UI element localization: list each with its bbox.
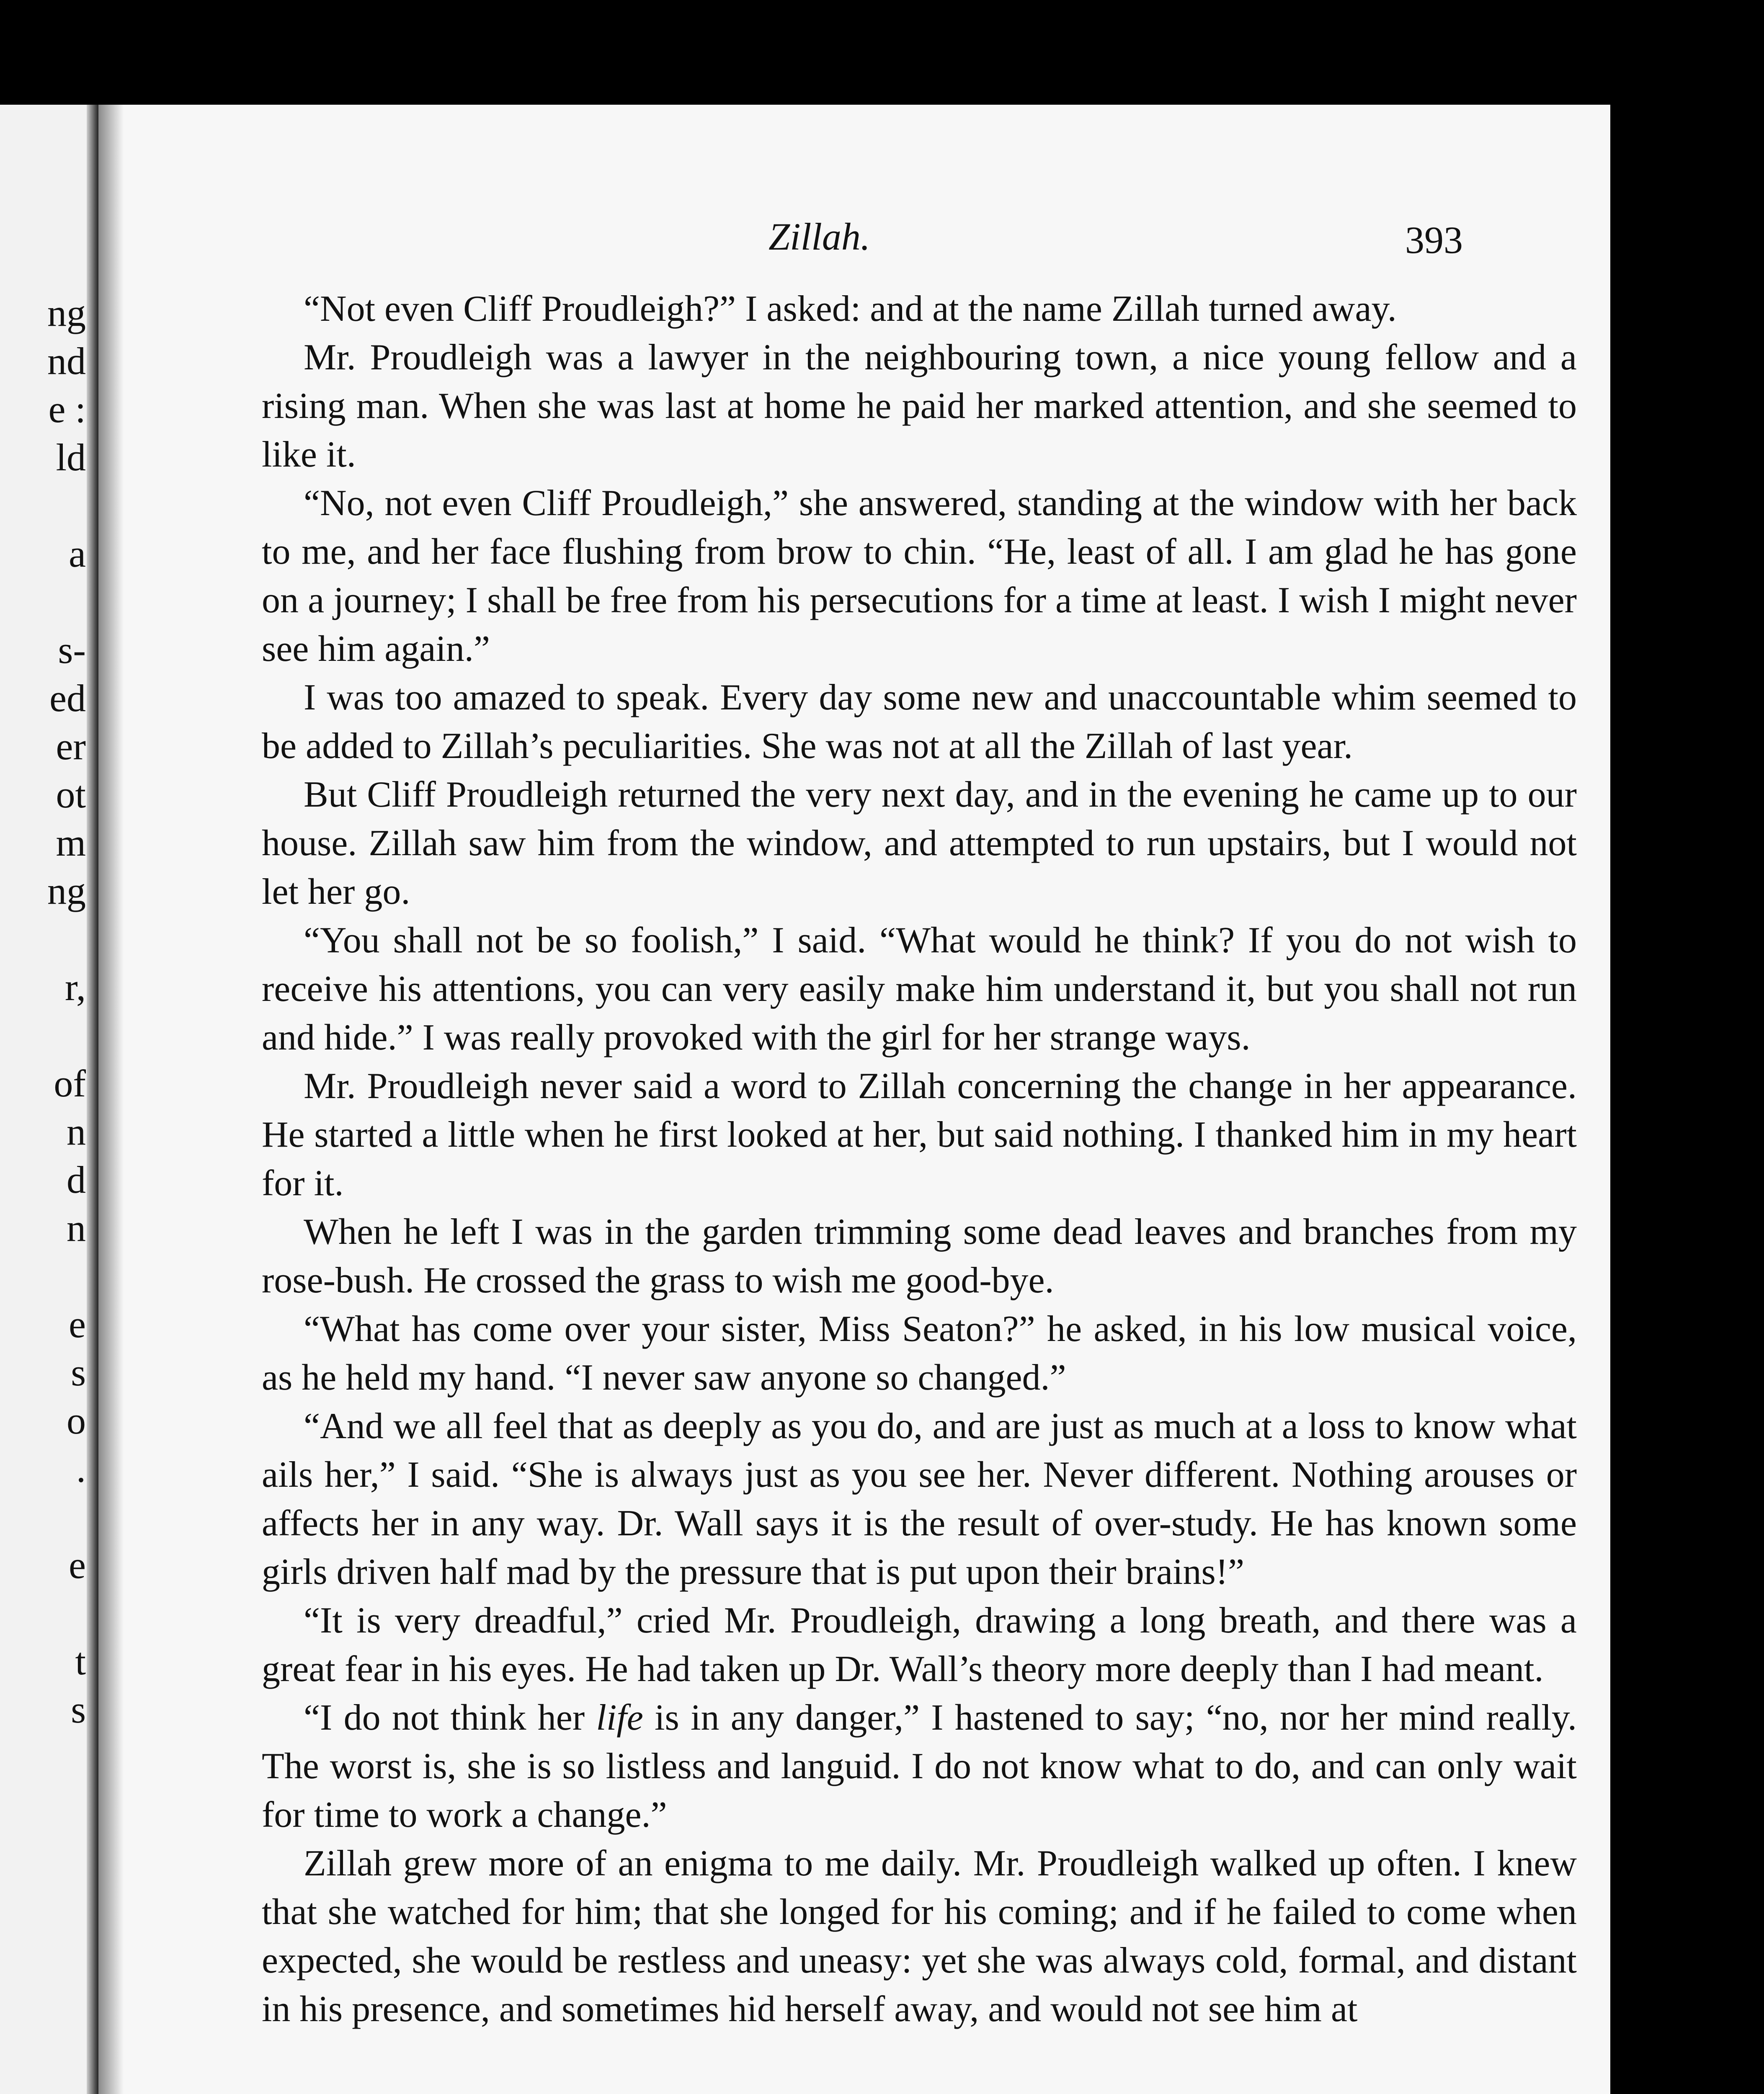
paragraph: But Cliff Proudleigh returned the very next day, and in the evening he came up to our house. Zillah saw him from the window, and attempted to run upstairs, but I would not let her go. <box>262 774 1577 912</box>
fragment <box>0 915 86 963</box>
fragment: e <box>69 1303 86 1346</box>
facing-page-text-fragments <box>0 289 86 1734</box>
fragment: n <box>67 1207 86 1249</box>
fragment: a <box>69 532 86 575</box>
fragment <box>0 1011 86 1060</box>
fragment <box>0 1493 86 1541</box>
fragment <box>0 1589 86 1638</box>
book-gutter <box>87 105 98 2094</box>
emphasized-word: life <box>596 1697 643 1738</box>
running-head <box>98 214 1610 268</box>
fragment: r, <box>65 966 86 1008</box>
fragment: ng <box>47 291 86 334</box>
paragraph: “Not even Cliff Proudleigh?” I asked: and at the name Zillah turned away. <box>304 289 1397 329</box>
paragraph: “It is very dreadful,” cried Mr. Proudleigh, drawing a long breath, and there was a great fear in his eyes. He had taken up Dr. Wall’s theory more deeply than I had meant. <box>262 1600 1577 1689</box>
fragment: d <box>67 1158 86 1201</box>
fragment: s- <box>58 629 86 671</box>
fragment: n <box>67 1110 86 1153</box>
fragment: of <box>54 1062 86 1105</box>
paragraph: “You shall not be so foolish,” I said. “What would he think? If you do not wish to receive his attentions, you can very easily make him understand it, but you shall not run and hide.” I was really provoked with the girl for her strange ways. <box>262 920 1577 1058</box>
fragment: ot <box>56 773 86 816</box>
fragment: s <box>71 1351 86 1394</box>
fragment: e <box>69 1544 86 1586</box>
paragraph: Mr. Proudleigh was a lawyer in the neighbouring town, a nice young fellow and a rising man. When she was last at home he paid her marked attention, and she seemed to like it. <box>262 337 1577 475</box>
fragment <box>0 482 86 530</box>
fragment: er <box>56 725 86 768</box>
fragment: ng <box>47 869 86 912</box>
fragment: e : <box>48 388 86 431</box>
fragment <box>0 578 86 626</box>
paragraph: When he left I was in the garden trimming some dead leaves and branches from my rose-bush. He crossed the grass to wish me good-bye. <box>262 1212 1577 1301</box>
page-curl-shadow <box>98 105 124 2094</box>
paragraph-text-after: is in any danger,” I hastened to say; “no, nor her mind really. The worst is, she is so listless and languid. I do not know what to do, and can only wait for time to work a change.” <box>262 1697 1577 1835</box>
fragment: s <box>71 1688 86 1731</box>
body-text <box>262 285 1577 2034</box>
fragment: ld <box>56 436 86 479</box>
paragraph: “And we all feel that as deeply as you do, and are just as much at a loss to know what ails her,” I said. “She is always just as you see her. Never different. Nothing arouses or affects her in any way. Dr. Wall says it is the result of over-study. He has known some girls driven half mad by the pressure that is put upon their brains!” <box>262 1406 1577 1592</box>
fragment: o <box>67 1399 86 1442</box>
book-page <box>98 105 1610 2094</box>
paragraph: “No, not even Cliff Proudleigh,” she answered, standing at the window with her back to me, and her face flushing from brow to chin. “He, least of all. I am glad he has gone on a journey; I shall be free from his persecutions for a time at least. I wish I might never see him again.” <box>262 483 1577 669</box>
page-number: 393 <box>1405 219 1463 261</box>
fragment: . <box>76 1447 86 1490</box>
fragment: nd <box>47 340 86 382</box>
paragraph-text-before: “I do not think her <box>304 1697 596 1738</box>
paragraph: Mr. Proudleigh never said a word to Zillah concerning the change in her appearance. He started a little when he first looked at her, but said nothing. I thanked him in my heart for it. <box>262 1066 1577 1204</box>
facing-page-edge <box>0 105 98 2094</box>
paragraph: Zillah grew more of an enigma to me daily. Mr. Proudleigh walked up often. I knew that she watched for him; that she longed for his coming; and if he failed to come when expected, she would be restless and uneasy: yet she was always cold, formal, and distant in his presence, and sometimes hid herself away, and would not see him at <box>262 1843 1577 2030</box>
fragment: ed <box>49 677 86 719</box>
paragraph: I was too amazed to speak. Every day some new and unaccountable whim seemed to be added to Zillah’s peculiarities. She was not at all the Zillah of last year. <box>262 677 1577 766</box>
fragment <box>0 1252 86 1300</box>
fragment: t <box>75 1640 86 1683</box>
fragment: m <box>56 821 86 864</box>
paragraph-with-emphasis <box>262 1694 1577 1839</box>
paragraph: “What has come over your sister, Miss Seaton?” he asked, in his low musical voice, as he held my hand. “I never saw anyone so changed.” <box>262 1309 1577 1398</box>
running-title: Zillah. <box>769 215 870 258</box>
